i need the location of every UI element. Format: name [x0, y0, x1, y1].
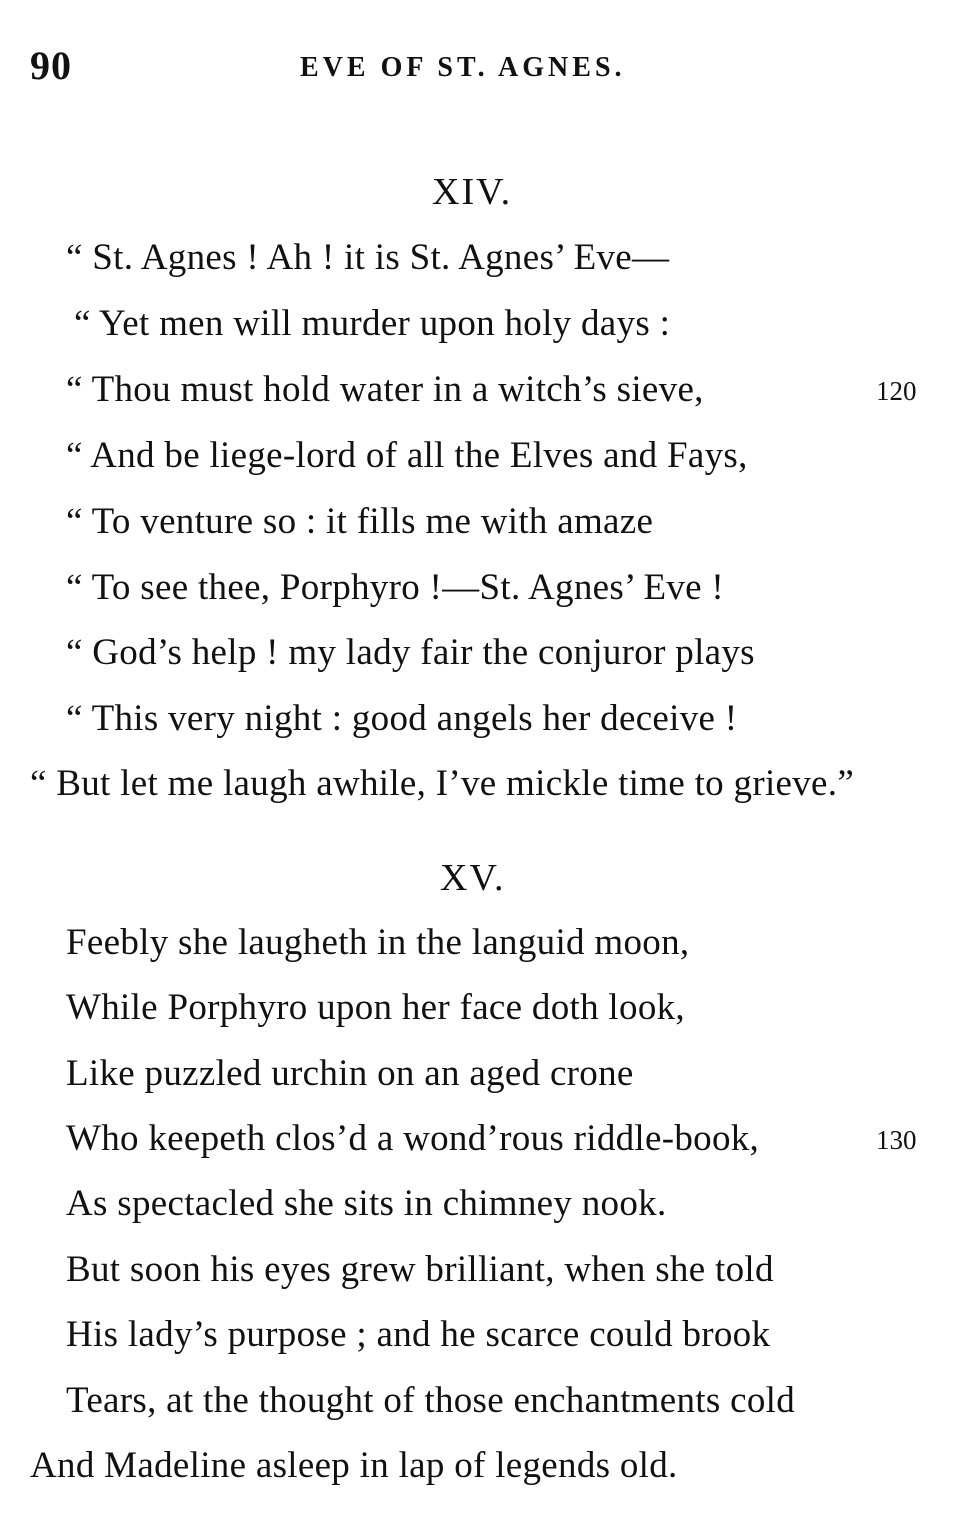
stanza-heading-xv: XV.	[440, 857, 506, 899]
stanza-heading-xiv: XIV.	[432, 171, 513, 213]
verse-line: His lady’s purpose ; and he scarce could brook	[66, 1314, 771, 1355]
verse-line: Who keepeth clos’d a wond’rous riddle-book,	[66, 1118, 760, 1159]
verse-line: “ This very night : good angels her deceive !	[66, 698, 738, 739]
running-title: EVE OF ST. AGNES.	[300, 52, 626, 83]
verse-line: “ And be liege-lord of all the Elves and Fays,	[66, 435, 748, 476]
verse-line: “ But let me laugh awhile, I’ve mickle time to grieve.”	[30, 763, 855, 804]
verse-line: Tears, at the thought of those enchantments cold	[66, 1380, 795, 1421]
verse-line: But soon his eyes grew brilliant, when she told	[66, 1249, 774, 1290]
verse-line: And Madeline asleep in lap of legends old.	[30, 1445, 678, 1486]
verse-line: As spectacled she sits in chimney nook.	[66, 1183, 667, 1224]
verse-line: “ To see thee, Porphyro !—St. Agnes’ Eve !	[66, 567, 725, 608]
verse-line: Like puzzled urchin on an aged crone	[66, 1053, 634, 1094]
verse-line: “ To venture so : it fills me with amaze	[66, 501, 654, 542]
verse-line: “ God’s help ! my lady fair the conjuror plays	[66, 632, 755, 673]
verse-line: Feebly she laugheth in the languid moon,	[66, 922, 690, 963]
verse-line: While Porphyro upon her face doth look,	[66, 987, 685, 1028]
line-number-marker: 120	[876, 376, 917, 406]
verse-line: “ Thou must hold water in a witch’s sieve,	[66, 369, 704, 410]
verse-line: “ Yet men will murder upon holy days :	[74, 303, 671, 344]
line-number-marker: 130	[876, 1125, 917, 1155]
page-number: 90	[30, 43, 72, 88]
verse-line: “ St. Agnes ! Ah ! it is St. Agnes’ Eve—	[66, 237, 670, 278]
